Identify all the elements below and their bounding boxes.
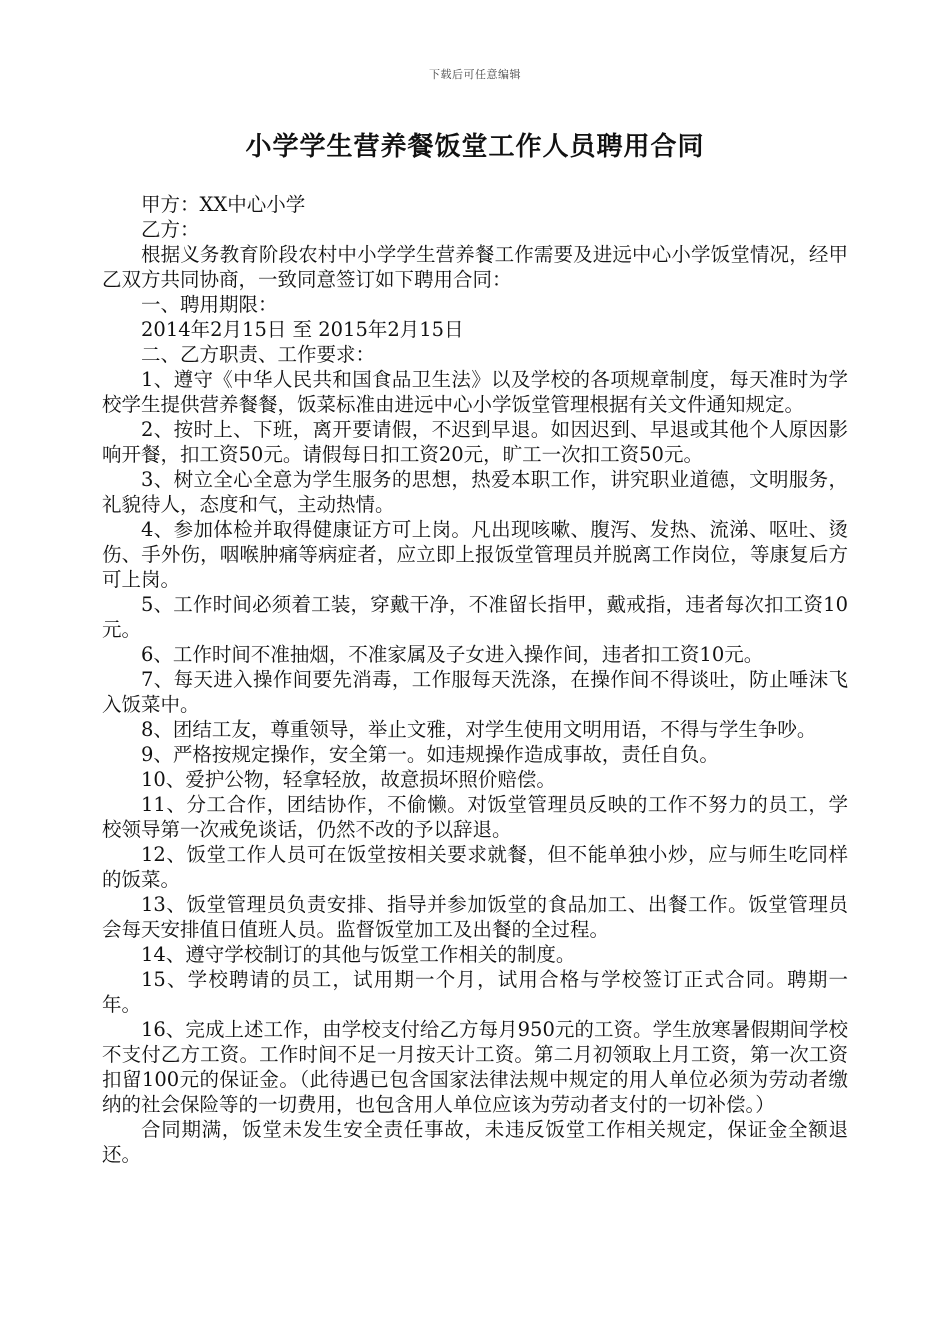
- clause-15: 15、学校聘请的员工，试用期一个月，试用合格与学校签订正式合同。聘期一年。: [102, 968, 848, 1016]
- clause-5: 5、工作时间必须着工装，穿戴干净，不准留长指甲，戴戒指，违者每次扣工资10元。: [102, 593, 848, 641]
- clause-4: 4、参加体检并取得健康证方可上岗。凡出现咳嗽、腹泻、发热、流涕、呕吐、烫伤、手外伤，咽喉肿痛等病症者，应立即上报饭堂管理员并脱离工作岗位，等康复后方可上岗。: [102, 518, 848, 591]
- clause-10: 10、爱护公物，轻拿轻放，故意损坏照价赔偿。: [141, 768, 556, 791]
- party-b: 乙方：: [141, 218, 200, 241]
- party-a: 甲方：XX中心小学: [141, 193, 306, 216]
- clause-3: 3、树立全心全意为学生服务的思想，热爱本职工作，讲究职业道德，文明服务，礼貌待人，态度和气，主动热情。: [102, 468, 848, 516]
- clause-7: 7、每天进入操作间要先消毒，工作服每天洗涤，在操作间不得谈吐，防止唾沫飞入饭菜中。: [102, 668, 848, 716]
- clause-1: 1、遵守《中华人民共和国食品卫生法》以及学校的各项规章制度，每天准时为学校学生提供营养餐餐，饭菜标准由进远中心小学饭堂管理根据有关文件通知规定。: [102, 368, 848, 416]
- section-heading-duties: 二、乙方职责、工作要求：: [141, 343, 376, 366]
- preamble: 根据义务教育阶段农村中小学学生营养餐工作需要及进远中心小学饭堂情况，经甲乙双方共同协商，一致同意签订如下聘用合同：: [102, 243, 848, 291]
- clause-12: 12、饭堂工作人员可在饭堂按相关要求就餐，但不能单独小炒，应与师生吃同样的饭菜。: [102, 843, 848, 891]
- header-note: 下载后可任意编辑: [429, 68, 521, 81]
- clause-6: 6、工作时间不准抽烟，不准家属及子女进入操作间，违者扣工资10元。: [141, 643, 764, 666]
- clause-13: 13、饭堂管理员负责安排、指导并参加饭堂的食品加工、出餐工作。饭堂管理员会每天安排值日值班人员。监督饭堂加工及出餐的全过程。: [102, 893, 848, 941]
- document-title: 小学学生营养餐饭堂工作人员聘用合同: [245, 132, 705, 162]
- contract-body: [102, 192, 848, 1167]
- section-heading-term: 一、聘用期限：: [141, 293, 278, 316]
- term-dates: 2014年2月15日 至 2015年2月15日: [141, 318, 464, 341]
- clause-14: 14、遵守学校制订的其他与饭堂工作相关的制度。: [141, 943, 576, 966]
- clause-9: 9、严格按规定操作，安全第一。如违规操作造成事故，责任自负。: [141, 743, 719, 766]
- clause-11: 11、分工合作，团结协作，不偷懒。对饭堂管理员反映的工作不努力的员工，学校领导第一次戒免谈话，仍然不改的予以辞退。: [102, 793, 848, 841]
- clause-2: 2、按时上、下班，离开要请假，不迟到早退。如因迟到、早退或其他个人原因影响开餐，扣工资50元。请假每日扣工资20元，旷工一次扣工资50元。: [102, 418, 848, 466]
- deposit-refund-clause: 合同期满，饭堂未发生安全责任事故，未违反饭堂工作相关规定，保证金全额退还。: [102, 1118, 848, 1166]
- clause-16: 16、完成上述工作，由学校支付给乙方每月950元的工资。学生放寒暑假期间学校不支付乙方工资。工作时间不足一月按天计工资。第二月初领取上月工资，第一次工资扣留100元的保证金。（此待遇已包含国家法律法规中规定的用人单位必须为劳动者缴纳的社会保险等的一切费用，也包含用人单位应该为劳动者支付的一切补偿。）: [102, 1018, 848, 1116]
- clause-8: 8、团结工友，尊重领导，举止文雅，对学生使用文明用语，不得与学生争吵。: [141, 718, 817, 741]
